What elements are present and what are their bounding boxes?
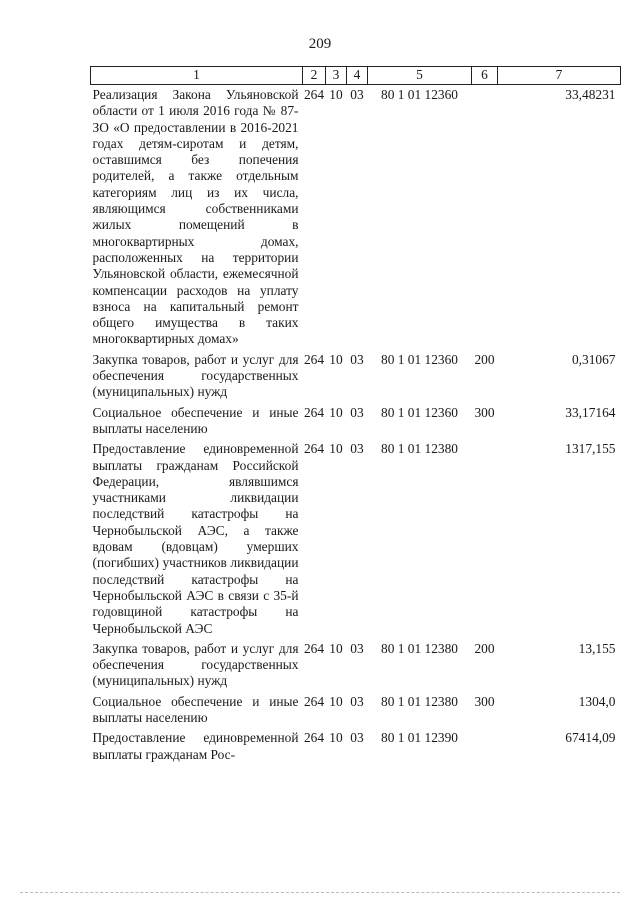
ministry-code: 264: [303, 730, 325, 746]
table-row: [91, 726, 621, 763]
section-code: 10: [329, 404, 343, 420]
target-code: 80 1 01 12360: [381, 87, 458, 102]
expense-type-code: [472, 437, 498, 637]
column-header: 5: [368, 67, 472, 85]
amount: 33,48231: [565, 87, 616, 102]
row-name: Закупка товаров, работ и услуг для обеспечения государственных (муниципальных) нужд: [92, 351, 299, 400]
section-code: 10: [329, 351, 343, 367]
row-name: Закупка товаров, работ и услуг для обеспечения государственных (муниципальных) нужд: [92, 640, 299, 689]
ministry-code: 264: [303, 351, 325, 367]
subsection-code: 03: [350, 640, 364, 656]
table-row: [91, 85, 621, 348]
expense-type-code: [472, 726, 498, 763]
subsection-code: 03: [350, 87, 364, 102]
target-code: 80 1 01 12390: [381, 730, 458, 746]
subsection-code: 03: [350, 404, 364, 420]
column-header: 2: [303, 67, 326, 85]
subsection-code: 03: [350, 441, 364, 457]
section-code: 10: [329, 441, 343, 457]
expense-type-code: 300: [474, 693, 495, 709]
amount: 33,17164: [565, 404, 616, 420]
ministry-code: 264: [303, 404, 325, 420]
section-code: 10: [329, 87, 343, 102]
amount: 1317,155: [565, 441, 616, 457]
row-name: Социальное обеспечение и иные выплаты населению: [92, 693, 299, 725]
expense-type-code: 200: [474, 640, 495, 656]
page-number: 209: [308, 36, 332, 52]
ministry-code: 264: [303, 693, 325, 709]
table-row: [91, 401, 621, 438]
amount: 0,31067: [571, 351, 616, 367]
section-code: 10: [329, 730, 343, 746]
ministry-code: 264: [303, 640, 325, 656]
row-name: Реализация Закона Ульяновской области от 1 июля 2016 года № 87-ЗО «О предоставлении в 2016-2021 годах детям-сиротам и детям, оставшимся без попечения родителей, а также отдельным категориям лиц из их числа, являющимся собственниками жилых помещений в многоквартирных домах, расположенных на территории Ульяновской области, ежемесячной компенсации расходов на уплату взноса на капитальный ремонт общего имущества в таких многоквартирных домах»: [92, 87, 299, 347]
subsection-code: 03: [350, 730, 364, 746]
amount: 1304,0: [578, 693, 616, 709]
expense-type-code: 200: [474, 351, 495, 367]
row-name: Предоставление единовременной выплаты гражданам Российской Федерации, являвшимся участниками ликвидации последствий катастрофы на Чернобыльской АЭС, а также вдовам (вдовцам) умерших (погибших) участников ликвидации последствий катастрофы на Чернобыльской АЭС в связи с 35-й годовщиной катастрофы на Чернобыльской АЭС: [92, 441, 299, 636]
header-row: [91, 67, 621, 85]
expense-type-code: 300: [474, 404, 495, 420]
target-code: 80 1 01 12360: [381, 404, 458, 420]
column-header: 4: [347, 67, 368, 85]
section-code: 10: [329, 693, 343, 709]
column-header: 7: [498, 67, 621, 85]
column-header: 1: [91, 67, 303, 85]
target-code: 80 1 01 12380: [381, 640, 458, 656]
target-code: 80 1 01 12360: [381, 351, 458, 367]
page-bottom-divider: [20, 892, 620, 893]
row-name: Предоставление единовременной выплаты гражданам Рос-: [92, 730, 299, 762]
target-code: 80 1 01 12380: [381, 693, 458, 709]
table-row: [91, 637, 621, 690]
row-name: Социальное обеспечение и иные выплаты населению: [92, 404, 299, 436]
column-header: 3: [326, 67, 347, 85]
subsection-code: 03: [350, 351, 364, 367]
table-row: [91, 690, 621, 727]
ministry-code: 264: [303, 441, 325, 457]
expense-type-code: [472, 85, 498, 348]
budget-table: [90, 66, 621, 763]
table-row: [91, 348, 621, 401]
target-code: 80 1 01 12380: [381, 441, 458, 457]
section-code: 10: [329, 640, 343, 656]
amount: 67414,09: [565, 730, 616, 746]
subsection-code: 03: [350, 693, 364, 709]
column-header: 6: [472, 67, 498, 85]
table-row: [91, 437, 621, 637]
ministry-code: 264: [303, 87, 325, 102]
amount: 13,155: [578, 640, 616, 656]
